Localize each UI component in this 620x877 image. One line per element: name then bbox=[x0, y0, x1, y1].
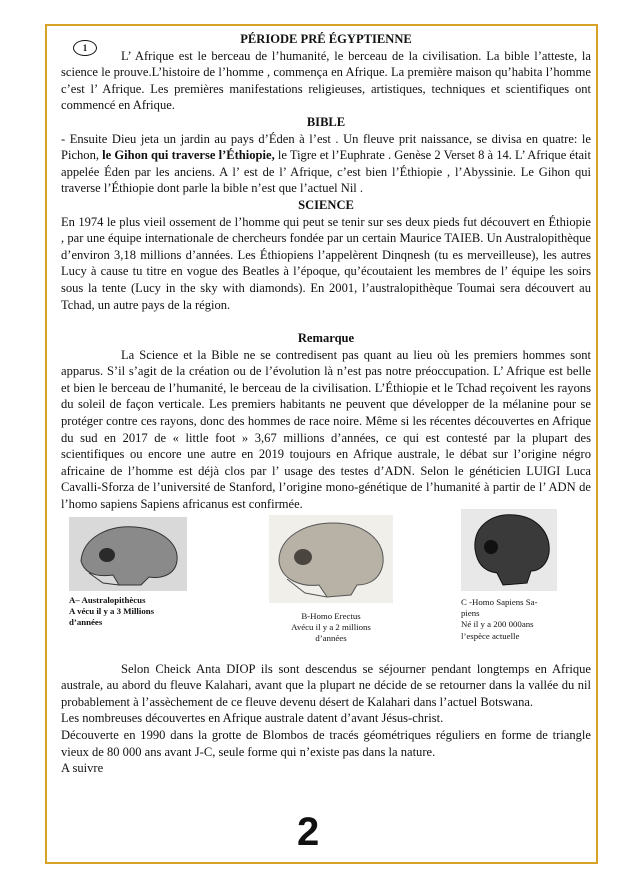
closing-a-suivre: A suivre bbox=[61, 761, 104, 776]
section-title-remarque: Remarque bbox=[297, 331, 355, 346]
section-title-science: SCIENCE bbox=[298, 197, 354, 212]
document-body bbox=[61, 31, 591, 777]
caption-line: B-Homo Erectus bbox=[301, 610, 361, 621]
caption-line: d’années bbox=[315, 633, 347, 644]
section-text-pre-egypt: L’ Afrique est le berceau de l’humanité, le berceau de la civilisation. La bible l’atteste, la science le prouve.L’histoire de l’homme , commença en Afrique. La première maison qu’habita l’homme c’est l’ Afrique. Les premières manifestations religieuses, artistiques, techniques et scientifiques ont commencé en Afrique. bbox=[61, 48, 591, 113]
section-title-pre-egypt: PÉRIODE PRÉ ÉGYPTIENNE bbox=[240, 32, 412, 46]
caption-line: d’années bbox=[69, 617, 103, 628]
bible-text-bold: le Gihon qui traverse l’Éthiopie, bbox=[102, 148, 275, 163]
figure-homo-sapiens bbox=[461, 509, 557, 643]
caption-line: C -Homo Sapiens Sa- bbox=[461, 596, 538, 607]
australopithecus-skull-image bbox=[69, 517, 187, 591]
closing-paragraph-blombos: Découverte en 1990 dans la grotte de Blombos de tracés géométriques réguliers en forme de triangle vieux de 80 000 ans avant J-C, seule forme qui n’existe pas dans la nature. bbox=[61, 728, 591, 759]
caption-line: piens bbox=[461, 608, 480, 619]
caption-line: A– Australopithècus bbox=[69, 594, 146, 605]
homo-sapiens-skull-image bbox=[461, 509, 557, 591]
caption-line: Avécu il y a 2 millions bbox=[291, 622, 371, 633]
section-text-remarque: La Science et la Bible ne se contredisent pas quant au lieu où les premiers hommes sont apparus. S’il s’agit de la création ou de l’évolution là n’est pas notre préoccupation. L’ Afrique est belle et bien le berceau de l’humanité, le berceau de la civilisation. L’Éthiopie et le Tchad reçoivent les rayons du soleil de façon verticale. Les premiers habitants ne peuvent que développer de la mélanine pour se protéger contre ces rayons, donc des hommes de race noire. Même si les récentes découvertes en Afrique du sud en 2017 de « little foot » 3,67 millions d’années, ce qui est contesté par la plupart des scientifiques ou encore une autre en 2019 toujours en Afrique australe, le débat sur l’origine négro africaine de l’homme est déjà clos par l’ usage des testes d’ADN. Selon le généticien LUIGI Luca Cavalli-Sforza de l’université de Stanford, l’origine mono-génétique de l’humanité à partir de l’ ADN de l’homo sapiens Sapiens africanus est confirmée. bbox=[61, 347, 591, 512]
caption-line: Né il y a 200 000ans bbox=[461, 619, 534, 630]
closing-paragraph-diop: Selon Cheick Anta DIOP ils sont descendus se séjourner pendant longtemps en Afrique australe, au abord du fleuve Kalahari, avant que la plupart ne décide de se retourner dans la vallée du nil probablement à l’assèchement de ce fleuve devenu désert de Kalahari dans l’actuel Botswana. bbox=[61, 661, 591, 709]
figure-homo-erectus bbox=[269, 515, 393, 645]
figure-australopithecus bbox=[69, 517, 187, 629]
page-number: 2 bbox=[297, 810, 320, 854]
section-text-bible bbox=[61, 131, 591, 197]
bible-text-start: - Ensuite Dieu jeta un jardin au pays d’Éden à l’est . Un fleuve prit naissance, se divisa en quatre: le Pichon, bbox=[61, 131, 591, 163]
bible-text-end: le Tigre et l’Euphrate . Genèse 2 Verset 8 à 14. L’ Afrique était appelée Éden par les anciens. A l’ est de l’ Afrique, c’est bien l’Éthiopie , l’Abyssinie. Le Gihon qui traverse l’Éthiopie dont parle la bible n’est que l’actuel Nil . bbox=[61, 148, 592, 196]
caption-line: A vécu il y a 3 Millions bbox=[69, 606, 155, 617]
homo-erectus-skull-image bbox=[269, 515, 393, 603]
skull-figures bbox=[61, 513, 591, 661]
section-title-bible: BIBLE bbox=[306, 114, 346, 129]
closing-paragraph-decouvertes: Les nombreuses découvertes en Afrique australe datent d’avant Jésus-christ. bbox=[61, 711, 444, 726]
caption-line: l’espèce actuelle bbox=[461, 630, 520, 641]
section-text-science: En 1974 le plus vieil ossement de l’homme qui peut se tenir sur ses deux pieds fut découvert en Éthiopie , par une équipe internationale de chercheurs fondée par un certain Maurice TAIEB. Un Australopithèque d’environ 3,18 millions d’années. Les Éthiopiens l’appelèrent Dinqnesh (tu es merveilleuse), les autres Lucy à cause tu titre en vogue des Beatles à l’époque, qu’écoutaient les membres de l’ équipe les soirs sous la tente (Lucy in the sky with diamonds). En 2001, l’australopithèque Toumai sera découvert au Tchad, un autre pays de la région. bbox=[61, 214, 591, 312]
page-badge: 1 bbox=[73, 40, 97, 56]
